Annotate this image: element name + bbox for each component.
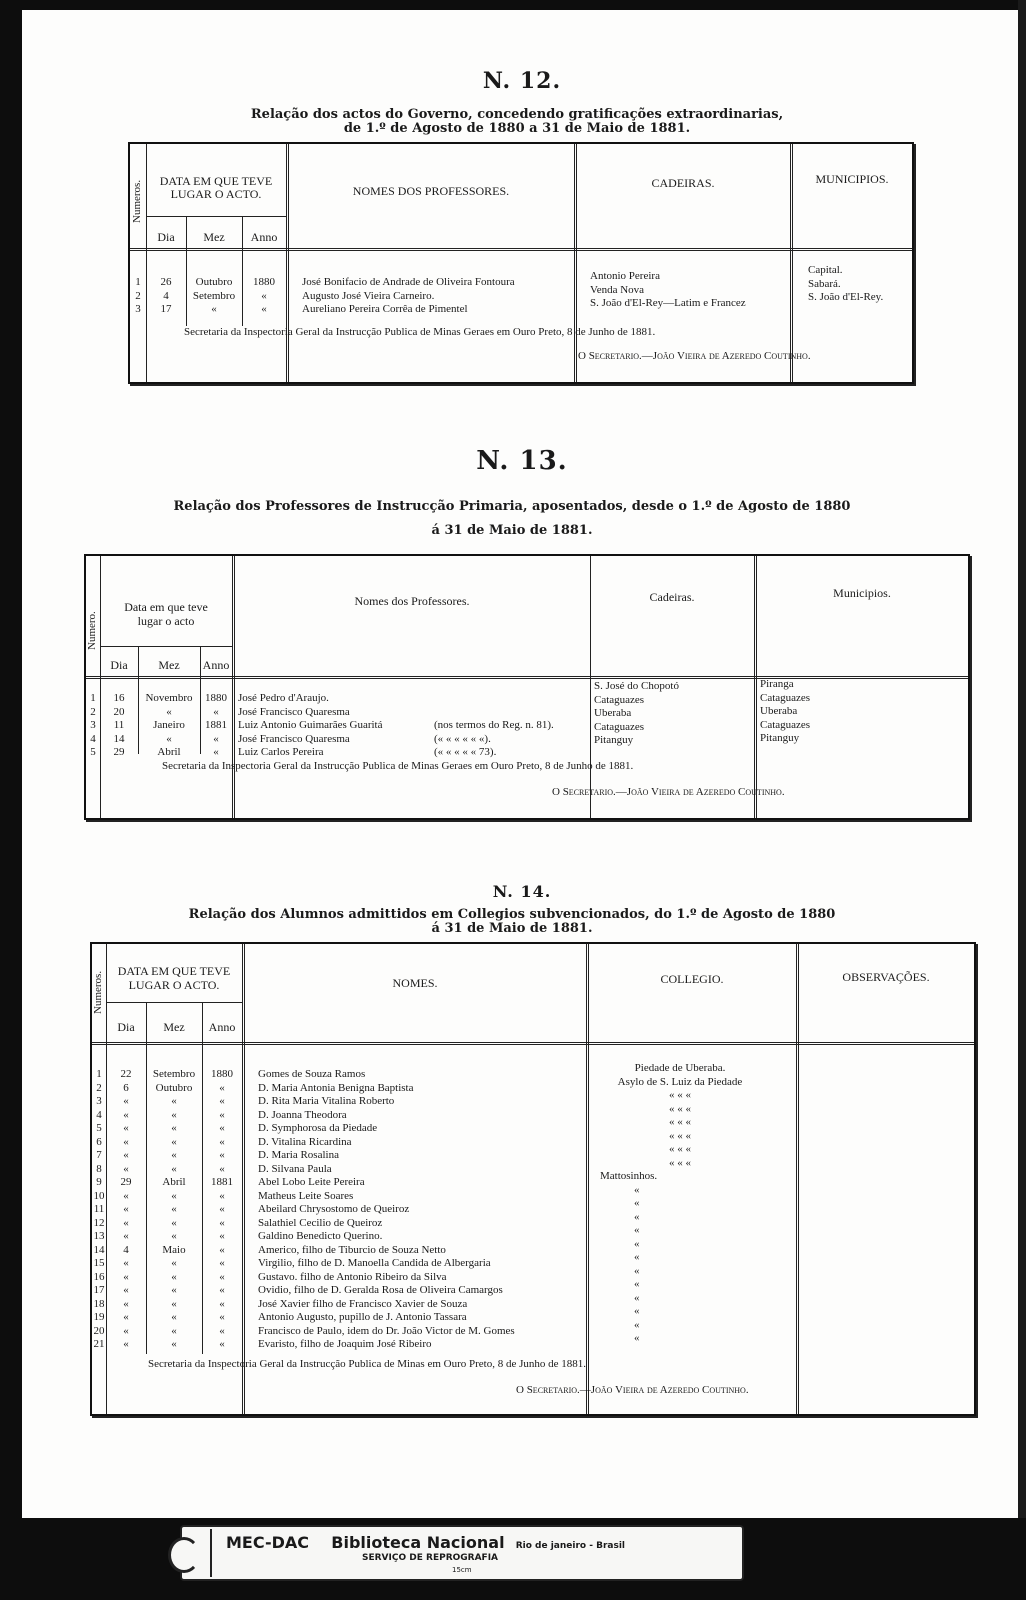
n14-row-mez: « (171, 1135, 177, 1148)
n13-table (84, 554, 970, 820)
n14-row-num: 15 (93, 1257, 105, 1269)
n14-row-num: 17 (93, 1284, 105, 1296)
n13-row1-nome: José Pedro d'Araujo. (238, 692, 329, 704)
n12-title-line1: Relação dos actos do Governo, concedendo gratificações extraordinarias, (250, 107, 784, 122)
n13-col-num (86, 692, 100, 760)
n14-row-mez: Outubro (155, 1081, 193, 1094)
n14-header-dia: Dia (117, 1020, 135, 1034)
n12-col-cadeira (590, 270, 746, 311)
n14-row-collegio: « (634, 1224, 640, 1236)
n13-row2-cadeira: Cataguazes (594, 693, 645, 706)
n14-header-mez: Mez (163, 1020, 185, 1034)
n14-col-collegio (590, 1062, 770, 1346)
n14-row-collegio: « (634, 1305, 640, 1317)
n14-row-collegio: « (634, 1251, 640, 1263)
n14-row-dia: « (123, 1203, 129, 1215)
n13-row2-dia: 20 (113, 705, 125, 718)
n12-header-mez: Mez (203, 230, 225, 244)
n14-row-num: 13 (93, 1230, 105, 1242)
n13-col-anno (200, 692, 232, 760)
n13-row2-mez: « (166, 705, 172, 718)
n13-row2-num: 2 (90, 705, 96, 718)
n13-row5-obs: (« « « « « 73). (434, 746, 497, 758)
n12-table (128, 142, 914, 384)
n14-header-collegio: COLLEGIO. (660, 972, 724, 986)
n12-signature: O Secretario.—João Vieira de Azeredo Coutinho. (578, 350, 811, 362)
n14-row-num: 20 (93, 1324, 105, 1337)
n14-title-line2: á 31 de Maio de 1881. (431, 921, 593, 936)
n13-row3-municipio: Uberaba (760, 705, 798, 717)
n14-row-anno: « (219, 1243, 225, 1256)
stamp-bracket-icon (168, 1537, 200, 1573)
n12-col-num (130, 276, 146, 317)
n14-col-anno (202, 1068, 242, 1352)
n12-row2-municipio: Sabará. (808, 277, 841, 290)
n14-row-nome: D. Silvana Paula (258, 1162, 332, 1175)
n14-row-collegio: « « « (669, 1089, 691, 1101)
n13-header-nomes: Nomes dos Professores. (354, 594, 470, 608)
n13-row5-num: 5 (90, 746, 96, 758)
n13-header-data-line2: lugar o acto (137, 614, 195, 628)
n13-row1-obs (434, 692, 554, 706)
n14-header-anno: Anno (208, 1020, 236, 1034)
n12-number: N. 12. (482, 68, 562, 94)
n14-row-mez: « (171, 1284, 177, 1296)
n12-row1-nome: José Bonifacio de Andrade de Oliveira Fontoura (302, 276, 515, 288)
n14-row-collegio: « (634, 1291, 640, 1304)
n12-row1-anno: 1880 (253, 276, 275, 288)
n14-header-observacoes: OBSERVAÇÕES. (842, 970, 930, 984)
n14-row-mez: « (171, 1162, 177, 1175)
n12-col-nome (302, 276, 515, 317)
n13-row1-municipio: Piranga (760, 678, 794, 690)
n14-row-anno: 1880 (211, 1068, 233, 1080)
n14-row-collegio: Mattosinhos. (600, 1170, 658, 1182)
n12-row3-num: 3 (135, 303, 141, 315)
n14-row-nome: D. Vitalina Ricardina (258, 1135, 352, 1148)
n12-header-nomes: NOMES DOS PROFESSORES. (352, 184, 510, 198)
n14-row-anno: « (219, 1081, 225, 1094)
n14-row-anno: « (219, 1135, 225, 1148)
n14-row-num: 6 (96, 1135, 102, 1148)
n13-signature: O Secretario.—João Vieira de Azeredo Coutinho. (552, 786, 785, 798)
n14-row-collegio: « (634, 1197, 640, 1209)
n14-row-collegio: « « « (669, 1156, 691, 1169)
n14-row-anno: « (219, 1203, 225, 1215)
n14-row-collegio: « « « (669, 1102, 691, 1115)
n13-row4-anno: « (213, 732, 219, 745)
n12-col-municipio (808, 264, 883, 305)
n14-row-anno: « (219, 1324, 225, 1337)
n13-row3-anno: 1881 (205, 719, 227, 731)
n14-row-dia: 6 (123, 1081, 129, 1094)
n12-col-anno (242, 276, 286, 317)
n13-row3-nome: Luiz Antonio Guimarães Guaritá (238, 719, 383, 731)
n13-row1-dia: 16 (113, 692, 125, 704)
n13-col-obs (434, 692, 554, 760)
n12-header-dia: Dia (157, 230, 175, 244)
n14-row-nome: Abel Lobo Leite Pereira (258, 1176, 365, 1188)
n13-row5-municipio: Pitanguy (760, 732, 800, 744)
n14-row-nome: Antonio Augusto, pupillo de J. Antonio Tassara (258, 1311, 467, 1323)
n14-col-nome (258, 1068, 515, 1352)
n14-row-collegio: « (634, 1264, 640, 1277)
n14-row-nome: Virgilio, filho de D. Manoella Candida de Albergaria (258, 1257, 491, 1269)
n13-row4-nome: José Francisco Quaresma (238, 732, 350, 745)
n14-row-num: 12 (93, 1216, 105, 1229)
n14-row-nome: Salathiel Cecilio de Queiroz (258, 1216, 383, 1229)
n12-row3-municipio: S. João d'El-Rey. (808, 291, 884, 303)
n14-row-nome: D. Joanna Theodora (258, 1108, 347, 1121)
n13-header-data-line1: Data em que teve (124, 600, 208, 614)
n13-row5-mez: Abril (157, 746, 181, 758)
n14-row-num: 10 (93, 1189, 105, 1202)
stamp-location: Rio de janeiro - Brasil (515, 1541, 625, 1551)
n14-row-collegio: « « « (669, 1116, 691, 1128)
n14-row-anno: « (219, 1122, 225, 1134)
n14-row-nome: Gomes de Souza Ramos (258, 1068, 366, 1080)
n14-row-nome: Matheus Leite Soares (258, 1189, 354, 1202)
n13-row2-nome: José Francisco Quaresma (238, 705, 350, 718)
n14-row-num: 21 (93, 1338, 105, 1350)
n14-row-num: 18 (93, 1297, 105, 1310)
n13-row4-num: 4 (90, 732, 96, 745)
n12-col-mez (186, 276, 242, 317)
n14-row-anno: « (219, 1270, 225, 1283)
n14-row-collegio: « (634, 1278, 640, 1290)
n14-row-dia: « (123, 1270, 129, 1283)
n14-row-nome: Abeilard Chrysostomo de Queiroz (258, 1203, 410, 1215)
n14-number: N. 14. (492, 882, 552, 901)
stamp-library: Biblioteca Nacional (331, 1533, 505, 1552)
n12-row2-anno: « (261, 289, 267, 302)
n14-row-mez: « (171, 1324, 177, 1337)
n14-header-data-line1: DATA EM QUE TEVE (117, 964, 231, 978)
n13-header-cadeiras: Cadeiras. (649, 590, 695, 604)
n12-col-dia (146, 276, 186, 317)
stamp-service: SERVIÇO DE REPROGRAFIA (362, 1553, 499, 1563)
n12-title-line2: de 1.º de Agosto de 1880 a 31 de Maio de 1881. (343, 121, 691, 136)
n14-row-nome: Gustavo. filho de Antonio Ribeiro da Silva (258, 1270, 447, 1283)
n14-row-nome: José Xavier filho de Francisco Xavier de Souza (258, 1297, 468, 1310)
n13-row3-mez: Janeiro (153, 719, 185, 731)
n13-header-anno: Anno (202, 658, 230, 672)
n14-row-mez: « (171, 1297, 177, 1310)
n14-row-collegio: Asylo de S. Luiz da Piedade (617, 1075, 743, 1088)
n14-row-num: 19 (93, 1311, 105, 1323)
n14-row-mez: « (171, 1257, 177, 1269)
n14-row-mez: « (171, 1270, 177, 1283)
n14-row-dia: « (123, 1311, 129, 1323)
n14-row-dia: « (123, 1189, 129, 1202)
n14-row-dia: 4 (123, 1243, 129, 1256)
n14-row-nome: D. Maria Rosalina (258, 1149, 339, 1161)
n13-col-mez (138, 692, 200, 760)
n12-header-data-line2: LUGAR O ACTO. (170, 187, 262, 201)
n12-header-anno: Anno (250, 230, 278, 244)
n14-row-nome: Ovidio, filho de D. Geralda Rosa de Oliveira Camargos (258, 1284, 503, 1296)
n14-row-anno: « (219, 1230, 225, 1242)
n12-row3-dia: 17 (160, 303, 172, 315)
n14-header-nomes: NOMES. (392, 976, 438, 990)
n13-row4-obs: (« « « « « «). (434, 732, 491, 745)
n14-row-mez: Maio (162, 1243, 186, 1256)
n14-row-dia: « (123, 1284, 129, 1296)
n14-row-dia: « (123, 1297, 129, 1310)
n14-row-anno: « (219, 1189, 225, 1202)
stamp-org: MEC-DAC (226, 1533, 310, 1552)
n14-row-collegio: « « « (669, 1143, 691, 1155)
n14-row-nome: Francisco de Paulo, idem do Dr. João Victor de M. Gomes (258, 1324, 515, 1337)
n14-row-mez: « (171, 1216, 177, 1229)
n13-footer: Secretaria da Inspectoria Geral da Instrucção Publica de Minas Geraes em Ouro Preto, 8 de Junho de 1881. (162, 760, 634, 772)
n14-row-dia: « (123, 1149, 129, 1161)
n14-header-numeros: Numeros. (92, 970, 104, 1014)
n12-row3-nome: Aureliano Pereira Corrêa de Pimentel (302, 303, 468, 315)
n12-row2-nome: Augusto José Vieira Carneiro. (302, 289, 435, 302)
n14-row-nome: Evaristo, filho de Joaquim José Ribeiro (258, 1338, 432, 1350)
n12-row3-cadeira: S. João d'El-Rey—Latim e Francez (590, 297, 746, 309)
n14-row-num: 16 (93, 1270, 105, 1283)
n14-row-num: 5 (96, 1122, 102, 1134)
n14-row-mez: « (171, 1189, 177, 1202)
n13-row1-anno: 1880 (205, 692, 227, 704)
n14-row-num: 3 (96, 1095, 102, 1107)
n14-row-mez: « (171, 1338, 177, 1350)
n12-header-municipios: MUNICIPIOS. (815, 172, 889, 186)
n14-row-mez: « (171, 1311, 177, 1323)
n13-row4-dia: 14 (113, 732, 125, 745)
n14-row-nome: D. Symphorosa da Piedade (258, 1122, 378, 1134)
n14-row-mez: « (171, 1122, 177, 1134)
n14-row-mez: Abril (162, 1176, 186, 1188)
n13-row5-cadeira: Pitanguy (594, 734, 634, 746)
scan-border-top (0, 0, 1026, 10)
n14-row-dia: « (123, 1122, 129, 1134)
n14-row-nome: Americo, filho de Tiburcio de Souza Netto (258, 1243, 446, 1256)
n13-header-dia: Dia (110, 658, 128, 672)
scan-border-left (0, 0, 22, 1600)
n12-row2-cadeira: Venda Nova (590, 283, 645, 296)
n14-row-collegio: Piedade de Uberaba. (634, 1062, 726, 1074)
n14-row-dia: « (123, 1324, 129, 1337)
n12-row1-dia: 26 (160, 276, 172, 288)
n14-row-mez: « (171, 1203, 177, 1215)
n14-row-num: 7 (96, 1149, 102, 1161)
n14-row-dia: « (123, 1095, 129, 1107)
n14-row-dia: 22 (120, 1068, 132, 1080)
n14-footer: Secretaria da Inspectoria Geral da Instrucção Publica de Minas em Ouro Preto, 8 de Junho de 1881. (148, 1358, 587, 1370)
n14-row-dia: 29 (120, 1176, 132, 1188)
n13-row3-cadeira: Uberaba (594, 707, 632, 719)
n13-row3-num: 3 (90, 719, 96, 731)
n14-row-anno: « (219, 1149, 225, 1161)
n13-row2-anno: « (213, 705, 219, 718)
n14-row-num: 9 (96, 1176, 102, 1188)
n14-row-num: 8 (96, 1162, 102, 1175)
n13-row5-nome: Luiz Carlos Pereira (238, 746, 324, 758)
n14-table (90, 942, 976, 1416)
n12-header-cadeiras: CADEIRAS. (651, 176, 715, 190)
n13-row2-obs (434, 706, 554, 720)
n13-row4-mez: « (166, 732, 172, 745)
n12-header-numeros: Numeros. (131, 179, 143, 223)
n14-row-mez: « (171, 1095, 177, 1107)
n13-row1-mez: Novembro (145, 692, 193, 704)
n12-row1-cadeira: Antonio Pereira (590, 270, 660, 282)
n14-row-num: 4 (96, 1108, 102, 1121)
n13-header-mez: Mez (158, 658, 180, 672)
n13-col-municipio (760, 678, 810, 746)
n14-row-num: 14 (93, 1243, 105, 1256)
n14-row-collegio: « (634, 1332, 640, 1344)
n14-row-nome: D. Maria Antonia Benigna Baptista (258, 1081, 414, 1094)
n14-row-dia: « (123, 1257, 129, 1269)
n14-row-mez: « (171, 1108, 177, 1121)
n13-row5-dia: 29 (113, 746, 125, 758)
n14-row-collegio: « « « (669, 1129, 691, 1142)
n14-header-data-line2: LUGAR O ACTO. (128, 978, 220, 992)
n14-row-dia: « (123, 1108, 129, 1121)
n14-row-dia: « (123, 1135, 129, 1148)
n13-row5-anno: « (213, 746, 219, 758)
n13-row4-cadeira: Cataguazes (594, 720, 645, 733)
n12-footer: Secretaria da Inspectoria Geral da Instrucção Publica de Minas Geraes em Ouro Preto, 8 de Junho de 1881. (184, 326, 656, 338)
document-page (22, 10, 1018, 1518)
n14-row-nome: Galdino Benedicto Querino. (258, 1230, 383, 1242)
n12-row3-anno: « (261, 303, 267, 315)
n13-number: N. 13. (476, 446, 568, 476)
n14-row-mez: « (171, 1230, 177, 1242)
n13-row1-cadeira: S. José do Chopotó (594, 680, 679, 692)
n13-row4-municipio: Cataguazes (760, 718, 811, 731)
n13-title-line2: á 31 de Maio de 1881. (431, 523, 593, 538)
n13-col-nome (238, 692, 383, 760)
n13-row3-dia: 11 (113, 719, 125, 731)
n14-col-dia (106, 1068, 146, 1352)
n14-row-collegio: « (634, 1237, 640, 1250)
library-stamp (180, 1525, 744, 1581)
stamp-line1 (226, 1533, 625, 1552)
n13-row3-obs: (nos termos do Reg. n. 81). (434, 719, 554, 731)
n14-row-anno: « (219, 1216, 225, 1229)
n13-col-cadeira (594, 680, 679, 748)
n14-row-num: 2 (96, 1081, 102, 1094)
n13-header-numero: Numero. (86, 611, 98, 651)
n13-col-dia (100, 692, 138, 760)
n14-row-anno: « (219, 1284, 225, 1296)
n14-col-num (92, 1068, 106, 1352)
n14-row-collegio: « (634, 1183, 640, 1196)
n14-row-nome: D. Rita Maria Vitalina Roberto (258, 1095, 395, 1107)
n14-row-dia: « (123, 1162, 129, 1175)
n14-row-dia: « (123, 1338, 129, 1350)
n12-row1-mez: Outubro (195, 276, 233, 288)
n14-row-collegio: « (634, 1210, 640, 1223)
n14-row-anno: « (219, 1297, 225, 1310)
n14-row-anno: 1881 (211, 1176, 233, 1188)
n14-row-anno: « (219, 1257, 225, 1269)
n14-title-line1: Relação dos Alumnos admittidos em Collegios subvencionados, do 1.º de Agosto de 1880 (188, 907, 836, 922)
n14-row-anno: « (219, 1338, 225, 1350)
n14-row-anno: « (219, 1108, 225, 1121)
n13-row2-municipio: Cataguazes (760, 691, 811, 704)
n12-header-data-line1: DATA EM QUE TEVE (159, 174, 273, 188)
n12-row2-mez: Setembro (192, 289, 236, 302)
n12-row1-num: 1 (135, 276, 141, 288)
n12-row3-mez: « (211, 303, 217, 315)
n14-row-anno: « (219, 1095, 225, 1107)
stamp-scale: 15cm (452, 1566, 472, 1574)
n14-col-mez (146, 1068, 202, 1352)
n12-row1-municipio: Capital. (808, 264, 843, 276)
n14-row-collegio: « (634, 1318, 640, 1331)
n13-row1-num: 1 (90, 692, 96, 704)
n14-row-mez: « (171, 1149, 177, 1161)
n12-row2-dia: 4 (163, 289, 169, 302)
n14-row-num: 11 (93, 1203, 105, 1215)
n13-title-line1: Relação dos Professores de Instrucção Primaria, aposentados, desde o 1.º de Agosto de 1880 (173, 499, 851, 514)
n14-row-dia: « (123, 1230, 129, 1242)
n14-row-anno: « (219, 1162, 225, 1175)
n12-row2-num: 2 (135, 289, 141, 302)
n14-row-anno: « (219, 1311, 225, 1323)
n14-signature: O Secretario.—João Vieira de Azeredo Coutinho. (516, 1384, 749, 1396)
n14-row-dia: « (123, 1216, 129, 1229)
scan-border-right (1018, 0, 1026, 1600)
n13-header-municipios: Municipios. (833, 586, 891, 600)
n14-row-num: 1 (96, 1068, 102, 1080)
n14-row-mez: Setembro (152, 1068, 196, 1080)
